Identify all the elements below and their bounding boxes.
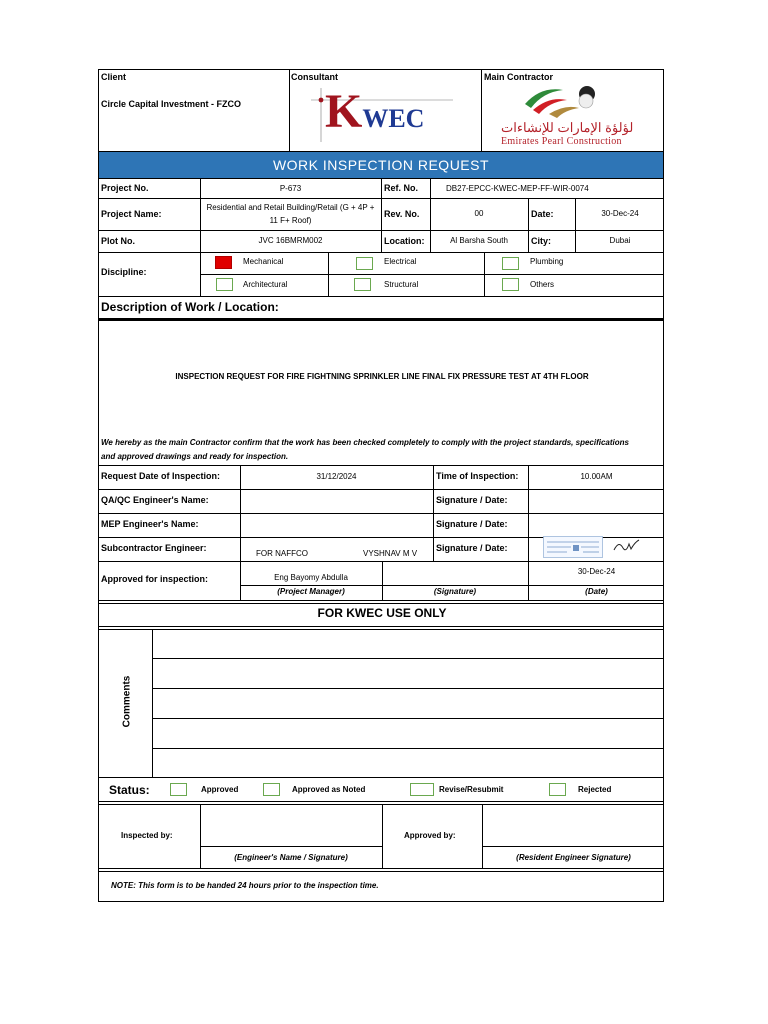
revise-resubmit-label: Revise/Resubmit xyxy=(439,785,504,794)
location-label: Location: xyxy=(384,236,425,246)
plot-no-label: Plot No. xyxy=(101,236,135,246)
resident-engineer-caption: (Resident Engineer Signature) xyxy=(516,853,631,862)
mechanical-checkbox[interactable] xyxy=(215,256,232,269)
plumbing-checkbox[interactable] xyxy=(502,257,519,270)
project-name-label: Project Name: xyxy=(101,209,162,219)
subcontractor-label: Subcontractor Engineer: xyxy=(101,543,207,553)
project-no-value: P-673 xyxy=(279,184,302,193)
ref-no-value: DB27-EPCC-KWEC-MEP-FF-WIR-0074 xyxy=(446,184,589,193)
consultant-label: Consultant xyxy=(291,72,338,82)
contractor-logo-arabic: لؤلؤة الإمارات للإنشاءات xyxy=(501,120,634,135)
rev-no-value: 00 xyxy=(474,209,484,218)
subcontractor-signature-label: Signature / Date: xyxy=(436,543,508,553)
time-label: Time of Inspection: xyxy=(436,471,519,481)
status-label: Status: xyxy=(109,783,150,797)
electrical-label: Electrical xyxy=(384,257,417,266)
signature-icon xyxy=(611,536,641,556)
description-label: Description of Work / Location: xyxy=(101,300,279,314)
request-date-value: 31/12/2024 xyxy=(316,472,357,481)
architectural-label: Architectural xyxy=(243,280,288,289)
discipline-label: Discipline: xyxy=(101,267,147,277)
contractor-logo-english: Emirates Pearl Construction xyxy=(501,136,622,147)
plumbing-label: Plumbing xyxy=(530,257,564,266)
approver-name: Eng Bayomy Abdulla xyxy=(274,573,348,582)
mep-signature-label: Signature / Date: xyxy=(436,519,508,529)
date-value: 30-Dec-24 xyxy=(601,209,639,218)
rev-no-label: Rev. No. xyxy=(384,209,420,219)
project-no-label: Project No. xyxy=(101,183,149,193)
approved-status-label: Approved xyxy=(201,785,239,794)
mep-label: MEP Engineer's Name: xyxy=(101,519,199,529)
others-label: Others xyxy=(530,280,555,289)
note-text: NOTE: This form is to be handed 24 hours prior to the inspection time. xyxy=(111,881,379,890)
date-label: Date: xyxy=(531,209,554,219)
location-value: Al Barsha South xyxy=(450,236,508,245)
kwec-section-title: FOR KWEC USE ONLY xyxy=(317,606,447,620)
request-date-label: Request Date of Inspection: xyxy=(101,471,221,481)
confirmation-line2: and approved drawings and ready for inspection. xyxy=(101,452,289,461)
subcontractor-company: FOR NAFFCO xyxy=(256,549,308,558)
city-label: City: xyxy=(531,236,551,246)
company-stamp-icon xyxy=(543,536,603,558)
project-name-line1: Residential and Retail Building/Retail (G + 4P + xyxy=(206,203,375,212)
electrical-checkbox[interactable] xyxy=(356,257,373,270)
engineer-signature-caption: (Engineer's Name / Signature) xyxy=(234,853,348,862)
emirates-pearl-logo-icon xyxy=(519,84,619,118)
city-value: Dubai xyxy=(609,236,631,245)
client-label: Client xyxy=(101,72,127,82)
rejected-checkbox[interactable] xyxy=(549,783,566,796)
project-name-line2: 11 F+ Roof) xyxy=(269,216,312,225)
time-value: 10.00AM xyxy=(580,472,613,481)
client-name: Circle Capital Investment - FZCO xyxy=(101,99,242,109)
others-checkbox[interactable] xyxy=(502,278,519,291)
kwec-logo xyxy=(303,84,463,148)
kwec-logo-text: KWEC xyxy=(325,85,425,138)
description-text: INSPECTION REQUEST FOR FIRE FIGHTNING SPRINKLER LINE FINAL FIX PRESSURE TEST AT 4TH FLOOR xyxy=(175,372,589,381)
form-title: WORK INSPECTION REQUEST xyxy=(99,152,663,178)
qaqc-label: QA/QC Engineer's Name: xyxy=(101,495,209,505)
inspection-form xyxy=(98,69,664,902)
structural-label: Structural xyxy=(384,280,419,289)
approved-date-value: 30-Dec-24 xyxy=(577,567,616,576)
qaqc-signature-label: Signature / Date: xyxy=(436,495,508,505)
comments-label: Comments xyxy=(121,675,133,728)
mechanical-label: Mechanical xyxy=(243,257,284,266)
subcontractor-name: VYSHNAV M V xyxy=(363,549,418,558)
plot-no-value: JVC 16BMRM002 xyxy=(258,236,323,245)
approved-checkbox[interactable] xyxy=(170,783,187,796)
architectural-checkbox[interactable] xyxy=(216,278,233,291)
confirmation-line1: We hereby as the main Contractor confirm that the work has been checked completely to comply with the project standards, specifications xyxy=(101,438,629,447)
date-caption: (Date) xyxy=(585,587,608,596)
rejected-label: Rejected xyxy=(578,785,612,794)
approved-as-noted-checkbox[interactable] xyxy=(263,783,280,796)
signature-caption: (Signature) xyxy=(433,587,477,596)
ref-no-label: Ref. No. xyxy=(384,183,419,193)
approved-as-noted-label: Approved as Noted xyxy=(292,785,366,794)
main-contractor-label: Main Contractor xyxy=(484,72,554,82)
revise-resubmit-checkbox[interactable] xyxy=(410,783,434,796)
project-manager-caption: (Project Manager) xyxy=(277,587,345,596)
structural-checkbox[interactable] xyxy=(354,278,371,291)
approved-for-inspection-label: Approved for inspection: xyxy=(101,574,209,584)
approved-by-label: Approved by: xyxy=(404,831,456,840)
inspected-by-label: Inspected by: xyxy=(121,831,173,840)
